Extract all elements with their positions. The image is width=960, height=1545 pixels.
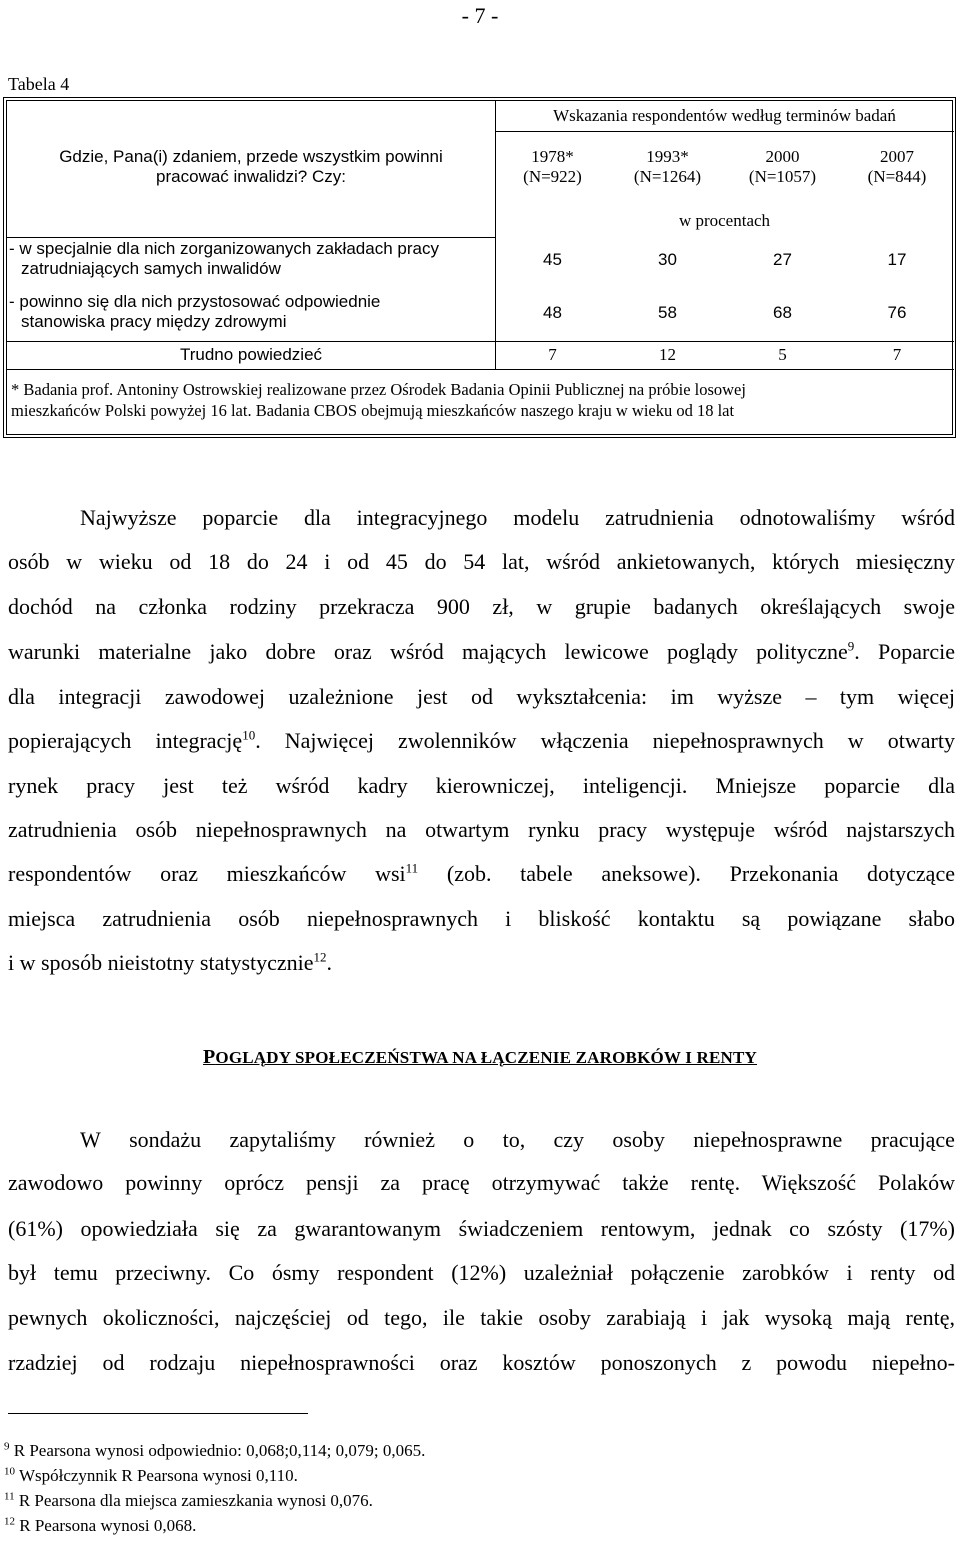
table-question-line2: pracować inwalidzi? Czy:	[156, 167, 346, 186]
table-cell: 5	[778, 345, 787, 364]
survey-table	[3, 97, 956, 438]
paragraph-line: popierających integrację$^{10}$. Najwięcej zwolenników włączenia niepełnosprawnych w otwarty	[8, 727, 955, 753]
page-number: - 7 -	[461, 3, 499, 28]
table-row-label: Trudno powiedzieć	[179, 345, 323, 364]
table-cell: 17	[887, 250, 907, 269]
paragraph-line: warunki materialne jako dobre oraz wśród mających lewicowe poglądy polityczne$^9$. Poparcie	[8, 638, 956, 664]
table-row-label: - w specjalnie dla nich zorganizowanych zakładach pracy zatrudniających samych inwalidów	[9, 239, 439, 278]
footnote-10: $^{10}$ Współczynnik R Pearsona wynosi 0,110.	[4, 1465, 298, 1485]
paragraph-line: dochód na członka rodziny przekracza 900 zł, w grupie badanych określających swoje	[8, 594, 955, 619]
table-cell: 27	[773, 250, 792, 269]
paragraph-line: pewnych okoliczności, najczęściej od tego, ile takie osoby zarabiają i jak wysoką mają rentę,	[8, 1305, 955, 1330]
table-question-line1: Gdzie, Pana(i) zdaniem, przede wszystkim powinni	[59, 147, 443, 166]
column-header-1993: 1993* (N=1264)	[633, 147, 702, 186]
footnote-ref-9[interactable]: 9	[847, 638, 855, 654]
paragraph-line: respondentów oraz mieszkańców wsi$^{11}$ (zob. tabele aneksowe). Przekonania dotyczące	[8, 860, 955, 886]
table-note: * Badania prof. Antoniny Ostrowskiej realizowane przez Ośrodek Badania Opinii Publicznej na próbie losowej mieszkańców Polski powyżej 16 lat. Badania CBOS obejmują mieszkańców naszego kraju w wieku od 18 lat	[11, 380, 746, 420]
footnote-ref-12[interactable]: 12	[313, 949, 327, 965]
table-row-label: - powinno się dla nich przystosować odpowiednie stanowiska pracy między zdrowymi	[9, 292, 381, 331]
table-cell: 7	[548, 345, 557, 364]
table-cell: 45	[543, 250, 562, 269]
table-cell: 12	[659, 345, 676, 364]
paragraph-line: rzadziej od rodzaju niepełnosprawności oraz kosztów ponoszonych z powodu niepełno-	[8, 1350, 955, 1375]
paragraph-line: dla integracji zawodowej uzależnione jest od wykształcenia: im wyższe – tym więcej	[8, 684, 955, 709]
paragraph-line: był temu przeciwny. Co ósmy respondent (12%) uzależniał połączenie zarobków i renty od	[8, 1260, 955, 1285]
footnote-ref-11[interactable]: 11	[405, 860, 419, 876]
paragraph-line: miejsca zatrudnienia osób niepełnosprawnych i bliskość kontaktu są powiązane słabo	[8, 906, 955, 931]
table-cell: 76	[887, 303, 907, 322]
paragraph-line: osób w wieku od 18 do 24 i od 45 do 54 lat, wśród ankietowanych, których miesięczny	[8, 549, 955, 574]
footnote-11: $^{11}$ R Pearsona dla miejsca zamieszkania wynosi 0,076.	[4, 1490, 373, 1510]
table-caption: Tabela 4	[8, 74, 70, 94]
section-heading: POGLĄDY SPOŁECZEŃSTWA NA ŁĄCZENIE ZAROBKÓW I RENTY	[202, 1046, 758, 1068]
table-group-header: Wskazania respondentów według terminów badań	[553, 106, 896, 125]
column-header-2000: 2000 (N=1057)	[748, 147, 817, 186]
footnote-ref-10[interactable]: 10	[242, 727, 256, 743]
table-cell: 7	[892, 345, 902, 364]
paragraph-line: zawodowo powinny oprócz pensji za pracę otrzymywać także rentę. Większość Polaków	[8, 1170, 955, 1195]
paragraph-line: zatrudnienia osób niepełnosprawnych na otwartym rynku pracy występuje wśród najstarszych	[8, 817, 955, 842]
column-header-1978: 1978* (N=922)	[523, 147, 582, 186]
paragraph-line: (61%) opowiedziała się za gwarantowanym świadczeniem rentowym, jednak co szósty (17%)	[8, 1216, 955, 1241]
footnote-12: $^{12}$ R Pearsona wynosi 0,068.	[4, 1515, 197, 1535]
table-cell: 58	[658, 303, 677, 322]
column-header-2007: 2007 (N=844)	[867, 147, 927, 186]
table-cell: 48	[543, 303, 562, 322]
table-unit: w procentach	[678, 211, 771, 230]
table-cell: 30	[658, 250, 677, 269]
paragraph-line: Najwyższe poparcie dla integracyjnego modelu zatrudnienia odnotowaliśmy wśród	[80, 505, 955, 530]
table-cell: 68	[773, 303, 792, 322]
paragraph-line: i w sposób nieistotny statystycznie$^{12}$.	[8, 949, 333, 975]
paragraph-line: rynek pracy jest też wśród kadry kierowniczej, inteligencji. Mniejsze poparcie dla	[8, 773, 955, 798]
paragraph-line: W sondażu zapytaliśmy również o to, czy osoby niepełnosprawne pracujące	[80, 1127, 955, 1152]
footnote-separator	[8, 1413, 308, 1414]
footnote-9: $^9$ R Pearsona wynosi odpowiednio: 0,068;0,114; 0,079; 0,065.	[4, 1440, 426, 1460]
